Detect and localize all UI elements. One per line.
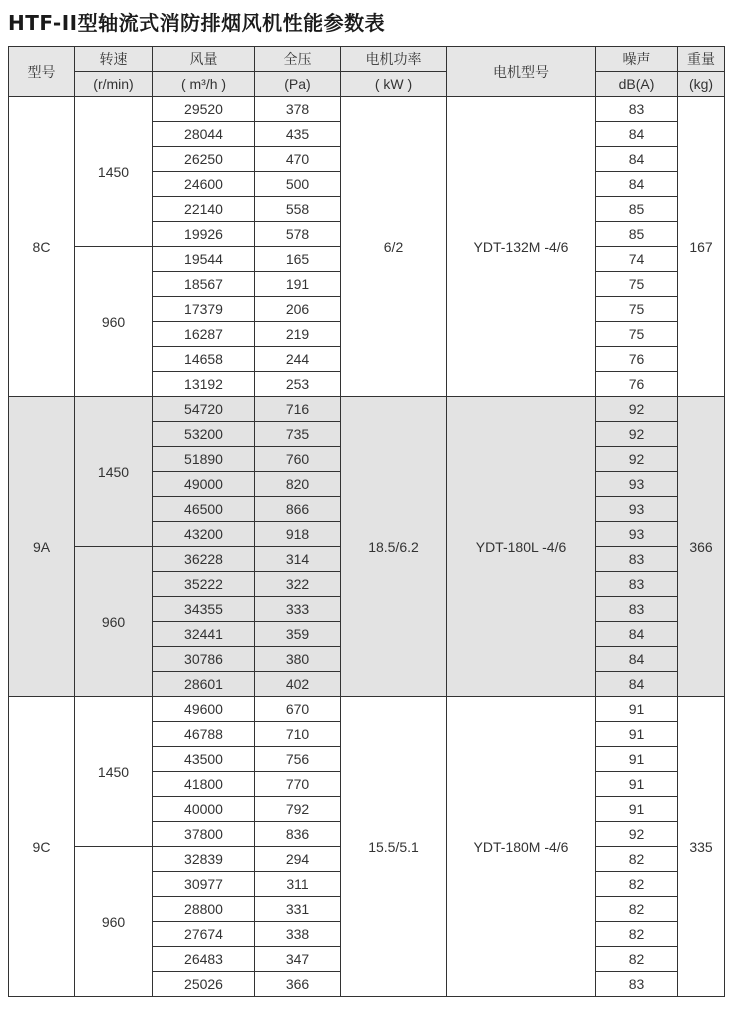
header-row [9, 47, 725, 72]
pressure-cell: 770 [255, 772, 341, 797]
noise-cell: 84 [596, 172, 678, 197]
pressure-cell: 314 [255, 547, 341, 572]
pressure-cell: 311 [255, 872, 341, 897]
pressure-cell: 792 [255, 797, 341, 822]
noise-cell: 93 [596, 522, 678, 547]
noise-cell: 91 [596, 772, 678, 797]
flow-cell: 37800 [153, 822, 255, 847]
model-cell: 9C [9, 697, 75, 997]
noise-cell: 84 [596, 672, 678, 697]
flow-cell: 40000 [153, 797, 255, 822]
header-flow-unit: ( m³/h ) [153, 72, 255, 97]
flow-cell: 43200 [153, 522, 255, 547]
noise-cell: 91 [596, 747, 678, 772]
model-cell: 9A [9, 397, 75, 697]
speed-cell: 1450 [75, 397, 153, 547]
motor-cell: YDT-132M -4/6 [447, 97, 596, 397]
motor-cell: YDT-180L -4/6 [447, 397, 596, 697]
flow-cell: 43500 [153, 747, 255, 772]
flow-cell: 30977 [153, 872, 255, 897]
noise-cell: 91 [596, 722, 678, 747]
pressure-cell: 347 [255, 947, 341, 972]
flow-cell: 16287 [153, 322, 255, 347]
weight-cell: 167 [678, 97, 725, 397]
noise-cell: 75 [596, 297, 678, 322]
header-noise: 噪声 [596, 47, 678, 72]
header-flow: 风量 [153, 47, 255, 72]
noise-cell: 91 [596, 797, 678, 822]
noise-cell: 84 [596, 647, 678, 672]
pressure-cell: 866 [255, 497, 341, 522]
noise-cell: 83 [596, 97, 678, 122]
pressure-cell: 338 [255, 922, 341, 947]
pressure-cell: 244 [255, 347, 341, 372]
pressure-cell: 294 [255, 847, 341, 872]
noise-cell: 84 [596, 122, 678, 147]
header-pressure: 全压 [255, 47, 341, 72]
speed-cell: 1450 [75, 697, 153, 847]
pressure-cell: 191 [255, 272, 341, 297]
page-title: HTF-II型轴流式消防排烟风机性能参数表 [8, 11, 386, 35]
header-weight: 重量 [678, 47, 725, 72]
flow-cell: 46788 [153, 722, 255, 747]
pressure-cell: 470 [255, 147, 341, 172]
table-row [9, 97, 725, 122]
noise-cell: 74 [596, 247, 678, 272]
table-row [9, 397, 725, 422]
flow-cell: 19544 [153, 247, 255, 272]
noise-cell: 84 [596, 622, 678, 647]
flow-cell: 34355 [153, 597, 255, 622]
pressure-cell: 333 [255, 597, 341, 622]
noise-cell: 82 [596, 922, 678, 947]
table-body [9, 47, 725, 997]
power-cell: 6/2 [341, 97, 447, 397]
pressure-cell: 500 [255, 172, 341, 197]
flow-cell: 36228 [153, 547, 255, 572]
noise-cell: 92 [596, 422, 678, 447]
noise-cell: 92 [596, 822, 678, 847]
power-cell: 18.5/6.2 [341, 397, 447, 697]
flow-cell: 32441 [153, 622, 255, 647]
pressure-cell: 253 [255, 372, 341, 397]
noise-cell: 82 [596, 947, 678, 972]
pressure-cell: 359 [255, 622, 341, 647]
pressure-cell: 378 [255, 97, 341, 122]
speed-cell: 960 [75, 247, 153, 397]
flow-cell: 54720 [153, 397, 255, 422]
header-motor: 电机型号 [447, 47, 596, 97]
noise-cell: 75 [596, 272, 678, 297]
pressure-cell: 380 [255, 647, 341, 672]
pressure-cell: 670 [255, 697, 341, 722]
flow-cell: 19926 [153, 222, 255, 247]
noise-cell: 91 [596, 697, 678, 722]
flow-cell: 22140 [153, 197, 255, 222]
pressure-cell: 165 [255, 247, 341, 272]
noise-cell: 82 [596, 847, 678, 872]
pressure-cell: 735 [255, 422, 341, 447]
pressure-cell: 710 [255, 722, 341, 747]
pressure-cell: 558 [255, 197, 341, 222]
noise-cell: 92 [596, 397, 678, 422]
pressure-cell: 820 [255, 472, 341, 497]
flow-cell: 25026 [153, 972, 255, 997]
header-model: 型号 [9, 47, 75, 97]
noise-cell: 83 [596, 547, 678, 572]
flow-cell: 49000 [153, 472, 255, 497]
flow-cell: 51890 [153, 447, 255, 472]
flow-cell: 28800 [153, 897, 255, 922]
noise-cell: 83 [596, 597, 678, 622]
performance-table [8, 46, 725, 997]
flow-cell: 26250 [153, 147, 255, 172]
power-cell: 15.5/5.1 [341, 697, 447, 997]
noise-cell: 82 [596, 872, 678, 897]
pressure-cell: 716 [255, 397, 341, 422]
header-pressure-unit: (Pa) [255, 72, 341, 97]
pressure-cell: 322 [255, 572, 341, 597]
noise-cell: 82 [596, 897, 678, 922]
pressure-cell: 756 [255, 747, 341, 772]
flow-cell: 30786 [153, 647, 255, 672]
pressure-cell: 918 [255, 522, 341, 547]
pressure-cell: 219 [255, 322, 341, 347]
header-speed: 转速 [75, 47, 153, 72]
noise-cell: 76 [596, 347, 678, 372]
noise-cell: 85 [596, 222, 678, 247]
header-unit-row [9, 72, 725, 97]
flow-cell: 14658 [153, 347, 255, 372]
pressure-cell: 331 [255, 897, 341, 922]
flow-cell: 18567 [153, 272, 255, 297]
pressure-cell: 366 [255, 972, 341, 997]
speed-cell: 960 [75, 547, 153, 697]
header-weight-unit: (kg) [678, 72, 725, 97]
model-cell: 8C [9, 97, 75, 397]
noise-cell: 93 [596, 472, 678, 497]
flow-cell: 32839 [153, 847, 255, 872]
pressure-cell: 760 [255, 447, 341, 472]
header-speed-unit: (r/min) [75, 72, 153, 97]
noise-cell: 92 [596, 447, 678, 472]
noise-cell: 93 [596, 497, 678, 522]
flow-cell: 28601 [153, 672, 255, 697]
pressure-cell: 836 [255, 822, 341, 847]
flow-cell: 53200 [153, 422, 255, 447]
pressure-cell: 578 [255, 222, 341, 247]
noise-cell: 85 [596, 197, 678, 222]
noise-cell: 83 [596, 572, 678, 597]
flow-cell: 41800 [153, 772, 255, 797]
pressure-cell: 206 [255, 297, 341, 322]
pressure-cell: 402 [255, 672, 341, 697]
header-power-unit: ( kW ) [341, 72, 447, 97]
noise-cell: 76 [596, 372, 678, 397]
speed-cell: 960 [75, 847, 153, 997]
flow-cell: 29520 [153, 97, 255, 122]
noise-cell: 84 [596, 147, 678, 172]
speed-cell: 1450 [75, 97, 153, 247]
noise-cell: 83 [596, 972, 678, 997]
flow-cell: 49600 [153, 697, 255, 722]
motor-cell: YDT-180M -4/6 [447, 697, 596, 997]
flow-cell: 28044 [153, 122, 255, 147]
flow-cell: 35222 [153, 572, 255, 597]
noise-cell: 75 [596, 322, 678, 347]
flow-cell: 24600 [153, 172, 255, 197]
header-noise-unit: dB(A) [596, 72, 678, 97]
table-row [9, 697, 725, 722]
flow-cell: 46500 [153, 497, 255, 522]
weight-cell: 335 [678, 697, 725, 997]
flow-cell: 13192 [153, 372, 255, 397]
weight-cell: 366 [678, 397, 725, 697]
flow-cell: 17379 [153, 297, 255, 322]
flow-cell: 26483 [153, 947, 255, 972]
header-power: 电机功率 [341, 47, 447, 72]
pressure-cell: 435 [255, 122, 341, 147]
flow-cell: 27674 [153, 922, 255, 947]
